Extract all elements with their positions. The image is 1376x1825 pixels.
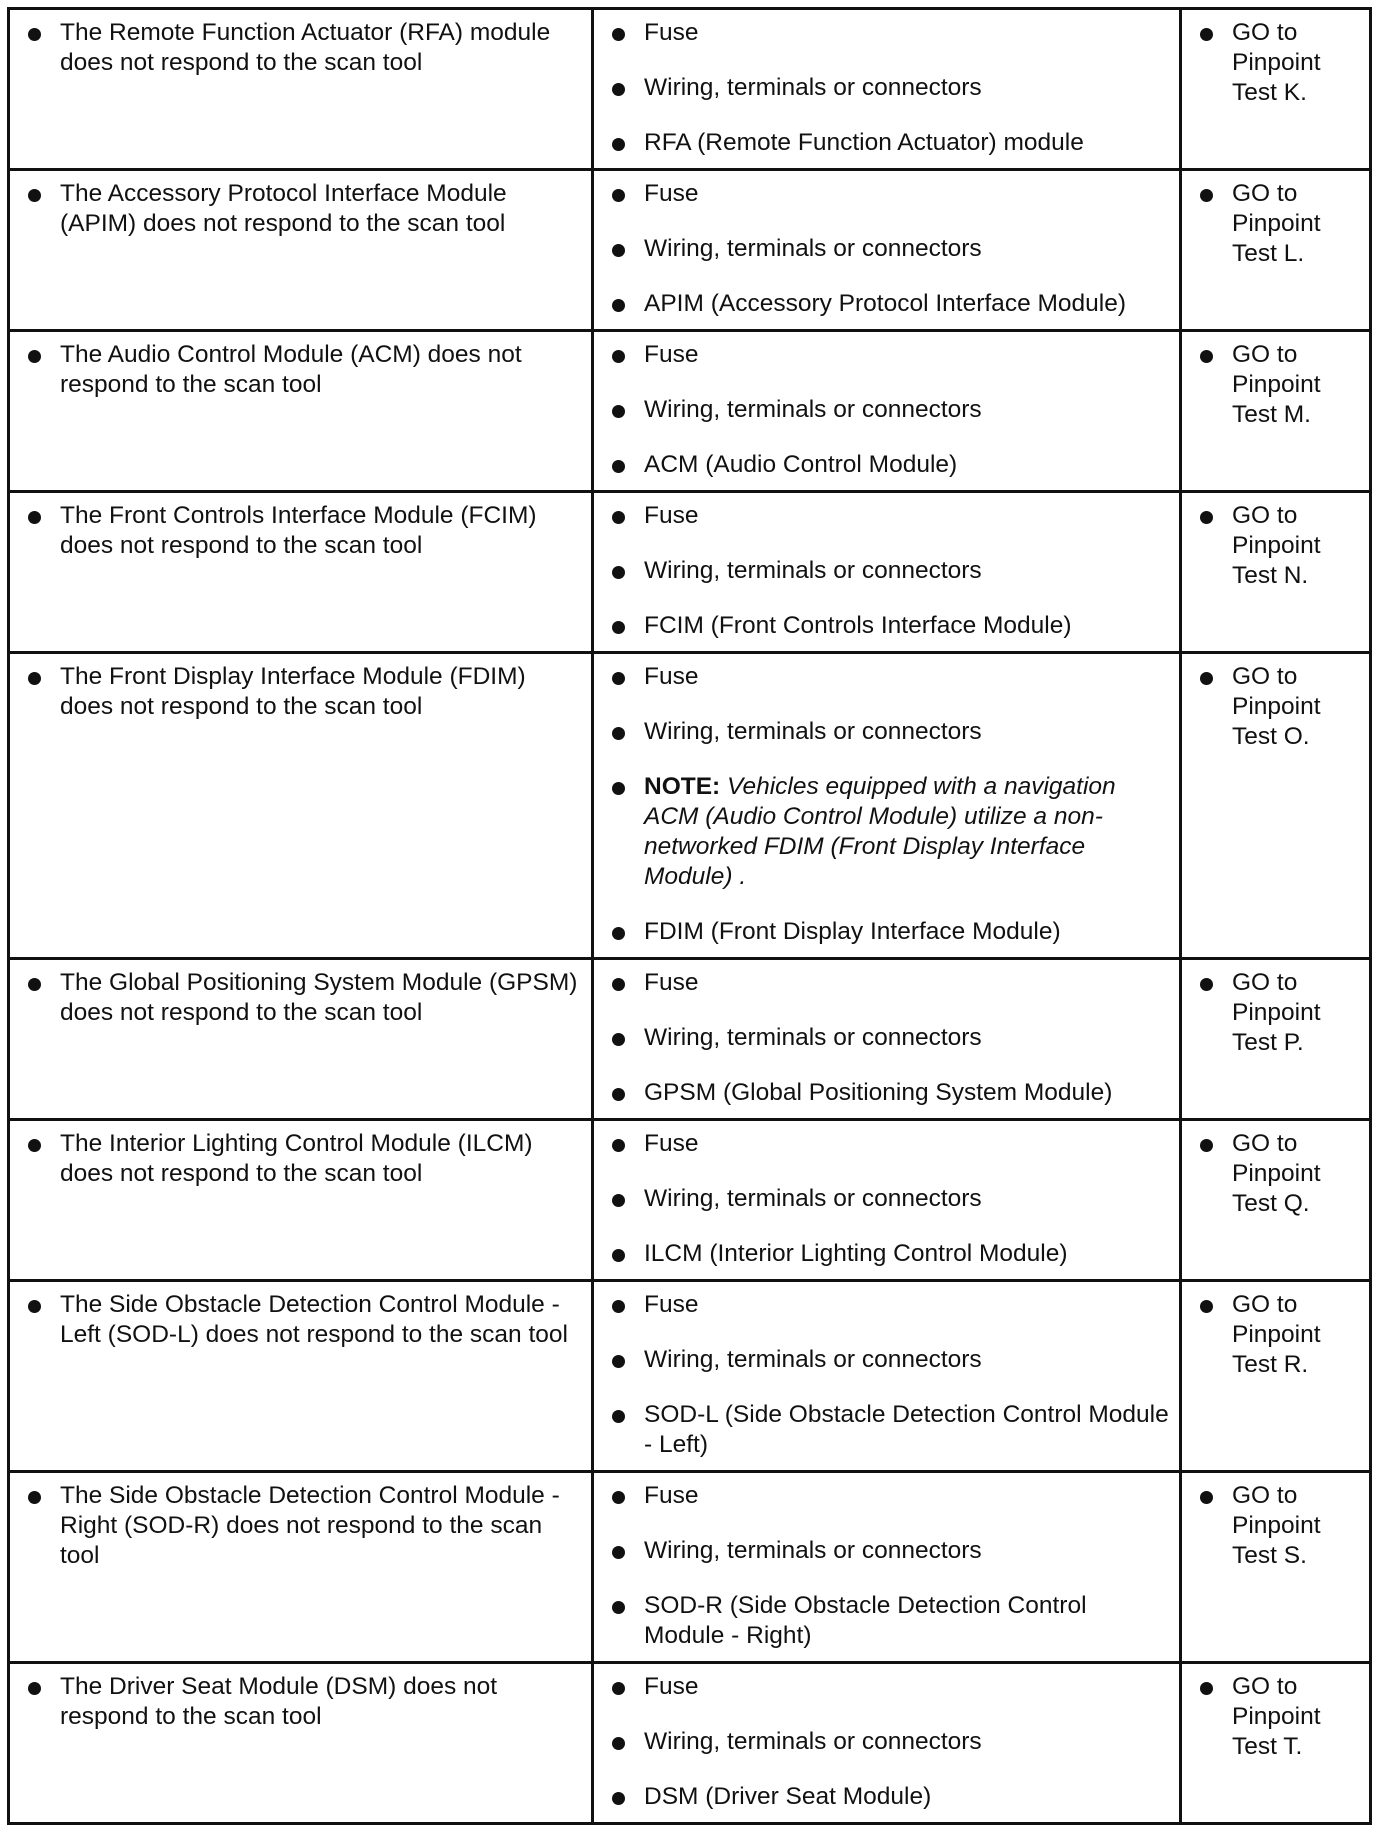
symptom-chart-body	[9, 9, 1371, 1824]
condition-cell	[9, 331, 593, 492]
possible-source-item: APIM (Accessory Protocol Interface Module)	[610, 289, 1173, 319]
symptom-row	[9, 9, 1371, 170]
condition-text: The Remote Function Actuator (RFA) module does not respond to the scan tool	[26, 18, 585, 78]
symptom-row	[9, 1120, 1371, 1281]
action-cell	[1181, 1281, 1371, 1472]
possible-sources-list	[610, 662, 1173, 947]
action-text: GO to Pinpoint Test R.	[1198, 1290, 1363, 1380]
symptom-row	[9, 959, 1371, 1120]
possible-source-item: Fuse	[610, 1129, 1173, 1159]
action-cell	[1181, 653, 1371, 959]
possible-source-item: ACM (Audio Control Module)	[610, 450, 1173, 480]
symptom-row	[9, 1472, 1371, 1663]
possible-source-item: Wiring, terminals or connectors	[610, 1727, 1173, 1757]
condition-cell	[9, 1281, 593, 1472]
diagnostic-table-sheet	[7, 7, 1369, 1825]
action-cell	[1181, 1472, 1371, 1663]
possible-sources-cell	[593, 1472, 1181, 1663]
possible-sources-cell	[593, 331, 1181, 492]
symptom-row	[9, 1663, 1371, 1824]
possible-sources-list	[610, 1672, 1173, 1812]
action-cell	[1181, 331, 1371, 492]
action-cell	[1181, 170, 1371, 331]
action-cell	[1181, 9, 1371, 170]
possible-source-item: Wiring, terminals or connectors	[610, 1536, 1173, 1566]
action-text: GO to Pinpoint Test S.	[1198, 1481, 1363, 1571]
possible-sources-list	[610, 1290, 1173, 1460]
symptom-row	[9, 1281, 1371, 1472]
action-text: GO to Pinpoint Test P.	[1198, 968, 1363, 1058]
condition-text: The Side Obstacle Detection Control Module - Right (SOD-R) does not respond to the scan tool	[26, 1481, 585, 1571]
possible-source-item: Wiring, terminals or connectors	[610, 395, 1173, 425]
possible-source-item: FDIM (Front Display Interface Module)	[610, 917, 1173, 947]
possible-source-item: Wiring, terminals or connectors	[610, 1023, 1173, 1053]
possible-source-item: Wiring, terminals or connectors	[610, 73, 1173, 103]
possible-sources-list	[610, 1129, 1173, 1269]
condition-cell	[9, 653, 593, 959]
condition-cell	[9, 1663, 593, 1824]
possible-sources-cell	[593, 1663, 1181, 1824]
possible-source-item: ILCM (Interior Lighting Control Module)	[610, 1239, 1173, 1269]
possible-source-item: Wiring, terminals or connectors	[610, 234, 1173, 264]
possible-source-item: Wiring, terminals or connectors	[610, 717, 1173, 747]
action-text: GO to Pinpoint Test O.	[1198, 662, 1363, 752]
possible-sources-list	[610, 18, 1173, 158]
possible-sources-list	[610, 968, 1173, 1108]
action-cell	[1181, 492, 1371, 653]
possible-sources-list	[610, 501, 1173, 641]
possible-sources-list	[610, 179, 1173, 319]
possible-source-item: GPSM (Global Positioning System Module)	[610, 1078, 1173, 1108]
symptom-row	[9, 170, 1371, 331]
action-text: GO to Pinpoint Test K.	[1198, 18, 1363, 108]
possible-source-item: Fuse	[610, 340, 1173, 370]
possible-sources-list	[610, 1481, 1173, 1651]
possible-sources-cell	[593, 170, 1181, 331]
possible-source-item: SOD-L (Side Obstacle Detection Control Module - Left)	[610, 1400, 1173, 1460]
possible-source-item: Fuse	[610, 968, 1173, 998]
possible-source-item: RFA (Remote Function Actuator) module	[610, 128, 1173, 158]
possible-sources-cell	[593, 9, 1181, 170]
symptom-chart-table	[7, 7, 1372, 1825]
condition-cell	[9, 959, 593, 1120]
possible-source-item: Fuse	[610, 1481, 1173, 1511]
possible-sources-cell	[593, 653, 1181, 959]
possible-sources-cell	[593, 492, 1181, 653]
possible-source-item: Fuse	[610, 1672, 1173, 1702]
note-item	[610, 772, 1173, 892]
possible-source-item: Fuse	[610, 18, 1173, 48]
action-text: GO to Pinpoint Test M.	[1198, 340, 1363, 430]
symptom-row	[9, 492, 1371, 653]
possible-source-item: Fuse	[610, 179, 1173, 209]
condition-cell	[9, 1120, 593, 1281]
action-text: GO to Pinpoint Test N.	[1198, 501, 1363, 591]
action-cell	[1181, 1120, 1371, 1281]
possible-source-item: DSM (Driver Seat Module)	[610, 1782, 1173, 1812]
possible-sources-cell	[593, 1281, 1181, 1472]
condition-cell	[9, 1472, 593, 1663]
condition-text: The Accessory Protocol Interface Module (APIM) does not respond to the scan tool	[26, 179, 585, 239]
note-label: NOTE:	[644, 773, 721, 800]
symptom-row	[9, 653, 1371, 959]
condition-cell	[9, 170, 593, 331]
possible-source-item: Wiring, terminals or connectors	[610, 1184, 1173, 1214]
possible-source-item: Fuse	[610, 662, 1173, 692]
possible-source-item: Fuse	[610, 1290, 1173, 1320]
condition-text: The Interior Lighting Control Module (ILCM) does not respond to the scan tool	[26, 1129, 585, 1189]
note-text: Vehicles equipped with a navigation ACM (Audio Control Module) utilize a non-networked FDIM (Front Display Interface Module) .	[644, 773, 1116, 890]
possible-source-item: Wiring, terminals or connectors	[610, 1345, 1173, 1375]
possible-sources-list	[610, 340, 1173, 480]
possible-source-item: Wiring, terminals or connectors	[610, 556, 1173, 586]
action-text: GO to Pinpoint Test Q.	[1198, 1129, 1363, 1219]
possible-source-item: Fuse	[610, 501, 1173, 531]
action-cell	[1181, 959, 1371, 1120]
action-cell	[1181, 1663, 1371, 1824]
condition-cell	[9, 9, 593, 170]
symptom-row	[9, 331, 1371, 492]
possible-source-item: FCIM (Front Controls Interface Module)	[610, 611, 1173, 641]
condition-cell	[9, 492, 593, 653]
action-text: GO to Pinpoint Test L.	[1198, 179, 1363, 269]
possible-source-item: SOD-R (Side Obstacle Detection Control Module - Right)	[610, 1591, 1173, 1651]
condition-text: The Global Positioning System Module (GPSM) does not respond to the scan tool	[26, 968, 585, 1028]
condition-text: The Side Obstacle Detection Control Module - Left (SOD-L) does not respond to the scan tool	[26, 1290, 585, 1350]
condition-text: The Audio Control Module (ACM) does not respond to the scan tool	[26, 340, 585, 400]
action-text: GO to Pinpoint Test T.	[1198, 1672, 1363, 1762]
condition-text: The Front Controls Interface Module (FCIM) does not respond to the scan tool	[26, 501, 585, 561]
possible-sources-cell	[593, 1120, 1181, 1281]
possible-sources-cell	[593, 959, 1181, 1120]
condition-text: The Front Display Interface Module (FDIM) does not respond to the scan tool	[26, 662, 585, 722]
condition-text: The Driver Seat Module (DSM) does not respond to the scan tool	[26, 1672, 585, 1732]
